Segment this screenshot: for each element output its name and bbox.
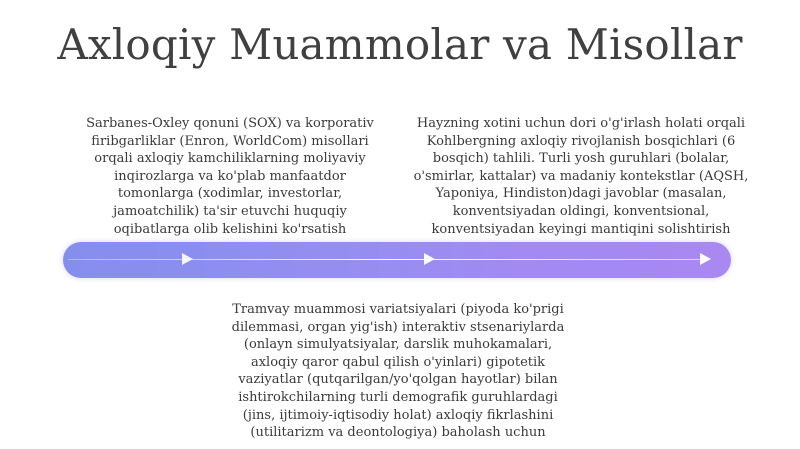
text-block-kohlberg: Hayzning xotini uchun dori o'g'irlash holati orqali Kohlbergning axloqiy rivojlanish bosqichlari (6 bosqich) tahlili. Turli yosh guruhlari (bolalar, o'smirlar, kattalar) va madaniy kontekstlar (AQSH, Yaponiya, Hindiston)dagi javoblar (masalan, konventsiyadan oldingi, konventsional, konventsiyadan keyingi mantiqini solishtirish — [413, 116, 749, 237]
slide-title: Axloqiy Muammolar va Misollar — [57, 20, 743, 69]
timeline-line — [68, 259, 702, 260]
timeline-arrow-icon — [424, 253, 435, 265]
timeline-arrow-icon — [700, 253, 711, 265]
text-block-sox: Sarbanes-Oxley qonuni (SOX) va korporativ firibgarliklar (Enron, WorldCom) misollari orqali axloqiy kamchiliklarning moliyaviy inqirozlarga va ko'plab manfaatdor tomonlarga (xodimlar, investorlar, jamoatchilik) ta'sir etuvchi huquqiy oqibatlarga olib kelishini ko'rsatish — [86, 116, 374, 237]
timeline-arrow-icon — [182, 253, 193, 265]
text-block-trolley: Tramvay muammosi variatsiyalari (piyoda ko'prigi dilemmasi, organ yig'ish) interaktiv stsenariylarda (onlayn simulyatsiyalar, darslik muhokamalari, axloqiy qaror qabul qilish o'yinlari) gipotetik vaziyatlar (qutqarilgan/yo'qolgan hayotlar) bilan ishtirokchilarning turli demografik guruhlardagi (jins, ijtimoiy-iqtisodiy holat) axloqiy fikrlashini (utilitarizm va deontologiya) baholash uchun — [231, 302, 565, 441]
